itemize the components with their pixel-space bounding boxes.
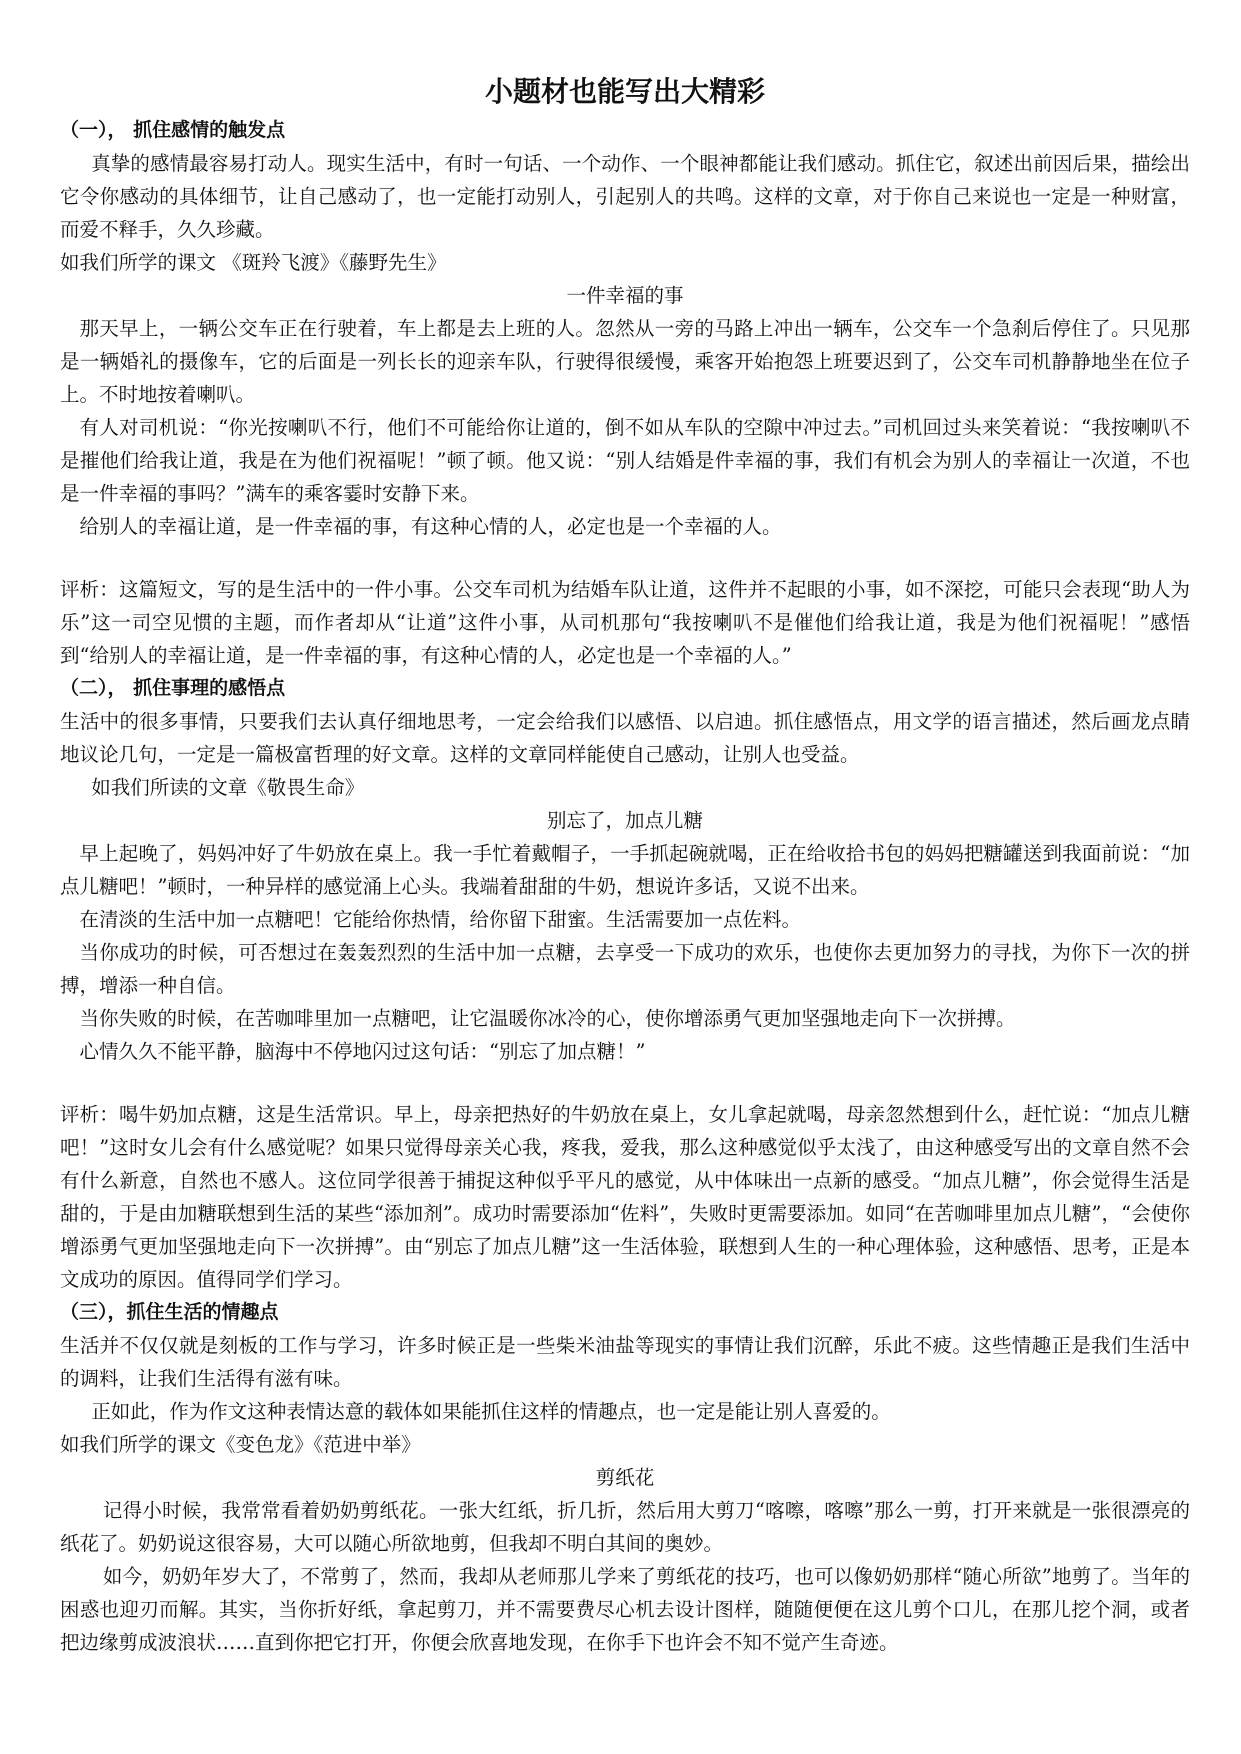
spacer [60, 543, 1190, 573]
section-heading: （二）， 抓住事理的感悟点 [60, 677, 286, 699]
example-reference: 如我们所学的课文 《斑羚飞渡》《藤野先生》 [60, 251, 447, 274]
essay-paragraph: 给别人的幸福让道，是一件幸福的事，有这种心情的人，必定也是一个幸福的人。 [79, 515, 782, 538]
essay-title: 剪纸花 [595, 1466, 655, 1489]
essay-paragraph: 当你失败的时候，在苦咖啡里加一点糖吧，让它温暖你冰冷的心，使你增添勇气更加坚强地走向下一次拼搏。 [79, 1007, 1016, 1030]
essay-paragraph: 那天早上，一辆公交车正在行驶着，车上都是去上班的人。忽然从一旁的马路上冲出一辆车，公交车一个急刹后停住了。只见那是一辆婚礼的摄像车，它的后面是一列长长的迎亲车队，行驶得很缓慢，乘客开始抱怨上班要迟到了，公交车司机静静地坐在位子上。不时地按着喇叭。 [60, 317, 1190, 406]
essay-paragraph: 在清淡的生活中加一点糖吧！它能给你热情，给你留下甜蜜。生活需要加一点佐料。 [79, 908, 802, 931]
section-intro: 真挚的感情最容易打动人。现实生活中，有时一句话、一个动作、一个眼神都能让我们感动。抓住它，叙述出前因后果，描绘出它令你感动的具体细节，让自己感动了，也一定能打动别人，引起别人的共鸣。这样的文章，对于你自己来说也一定是一种财富，而爱不释手，久久珍藏。 [60, 152, 1190, 241]
essay-paragraph: 早上起晚了，妈妈冲好了牛奶放在桌上。我一手忙着戴帽子，一手抓起碗就喝，正在给收拾书包的妈妈把糖罐送到我面前说：“加点儿糖吧！”顿时，一种异样的感觉涌上心头。我端着甜甜的牛奶，想说许多话，又说不出来。 [60, 842, 1190, 898]
essay-paragraph: 如今，奶奶年岁大了，不常剪了，然而，我却从老师那儿学来了剪纸花的技巧，也可以像奶奶那样“随心所欲”地剪了。当年的困惑也迎刃而解。其实，当你折好纸，拿起剪刀，并不需要费尽心机去设计图样，随随便便在这儿剪个口儿，在那儿挖个洞，或者把边缘剪成波浪状……直到你把它打开，你便会欣喜地发现，在你手下也许会不知不觉产生奇迹。 [60, 1565, 1190, 1654]
essay-title: 别忘了，加点儿糖 [546, 809, 703, 832]
essay-title: 一件幸福的事 [566, 284, 684, 307]
essay-paragraph: 记得小时候，我常常看着奶奶剪纸花。一张大红纸，折几折，然后用大剪刀“喀嚓，喀嚓”那么一剪，打开来就是一张很漂亮的纸花了。奶奶说这很容易，大可以随心所欲地剪，但我却不明白其间的奥妙。 [60, 1499, 1190, 1555]
section-heading: （一）， 抓住感情的触发点 [60, 119, 286, 141]
spacer [60, 1068, 1190, 1098]
section-intro-2: 正如此，作为作文这种表情达意的载体如果能抓住这样的情趣点，也一定是能让别人喜爱的。 [91, 1400, 891, 1423]
comment-paragraph: 评析：这篇短文，写的是生活中的一件小事。公交车司机为结婚车队让道，这件并不起眼的小事，如不深挖，可能只会表现“助人为乐”这一司空见惯的主题，而作者却从“让道”这件小事，从司机那句“我按喇叭不是催他们给我让道，我是为他们祝福呢！”感悟到“给别人的幸福让道，是一件幸福的事，有这种心情的人，必定也是一个幸福的人。” [60, 578, 1190, 667]
section-intro: 生活中的很多事情，只要我们去认真仔细地思考，一定会给我们以感悟、以启迪。抓住感悟点，用文学的语言描述，然后画龙点睛地议论几句，一定是一篇极富哲理的好文章。这样的文章同样能使自己感动，让别人也受益。 [60, 710, 1190, 766]
essay-paragraph: 心情久久不能平静，脑海中不停地闪过这句话：“别忘了加点糖！” [79, 1040, 646, 1063]
example-reference: 如我们所学的课文《变色龙》《范进中举》 [60, 1433, 421, 1456]
essay-paragraph: 当你成功的时候，可否想过在轰轰烈烈的生活中加一点糖，去享受一下成功的欢乐，也使你去更加努力的寻找，为你下一次的拼搏，增添一种自信。 [60, 941, 1190, 997]
section-heading: （三），抓住生活的情趣点 [60, 1301, 279, 1323]
essay-paragraph: 有人对司机说：“你光按喇叭不行，他们不可能给你让道的，倒不如从车队的空隙中冲过去。”司机回过头来笑着说：“我按喇叭不是摧他们给我让道，我是在为他们祝福呢！”顿了顿。他又说：“别人结婚是件幸福的事，我们有机会为别人的幸福让一次道，不也是一件幸福的事吗？”满车的乘客霎时安静下来。 [60, 416, 1190, 505]
example-reference: 如我们所读的文章《敬畏生命》 [91, 776, 365, 799]
section-intro: 生活并不仅仅就是刻板的工作与学习，许多时候正是一些柴米油盐等现实的事情让我们沉醉，乐此不疲。这些情趣正是我们生活中的调料，让我们生活得有滋有味。 [60, 1334, 1190, 1390]
comment-paragraph: 评析：喝牛奶加点糖，这是生活常识。早上，母亲把热好的牛奶放在桌上，女儿拿起就喝，母亲忽然想到什么，赶忙说：“加点儿糖吧！”这时女儿会有什么感觉呢？如果只觉得母亲关心我，疼我，爱我，那么这种感觉似乎太浅了，由这种感受写出的文章自然不会有什么新意，自然也不感人。这位同学很善于捕捉这种似乎平凡的感觉，从中体味出一点新的感受。“加点儿糖”，你会觉得生活是甜的，于是由加糖联想到生活的某些“添加剂”。成功时需要添加“佐料”，失败时更需要添加。如同“在苦咖啡里加点儿糖”，“会使你增添勇气更加坚强地走向下一次拼搏”。由“别忘了加点儿糖”这一生活体验，联想到人生的一种心理体验，这种感悟、思考，正是本文成功的原因。值得同学们学习。 [60, 1103, 1190, 1291]
document-page [60, 70, 1190, 1659]
page-title: 小题材也能写出大精彩 [484, 75, 765, 108]
